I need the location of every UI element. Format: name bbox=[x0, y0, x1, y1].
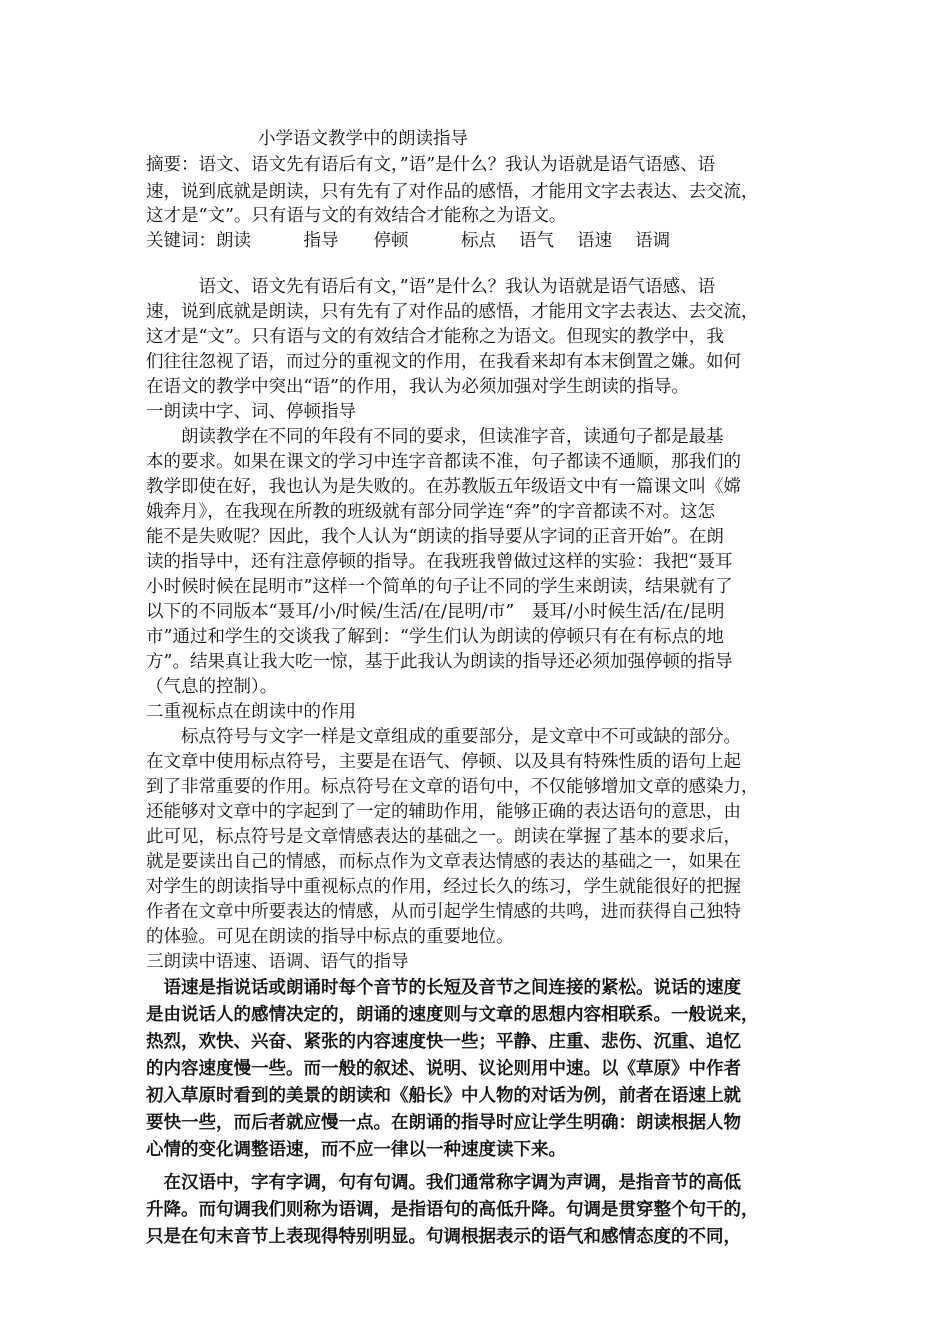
section2-line: 作者在文章中所要表达的情感，从而引起学生情感的共鸣，进而获得自己独特 bbox=[146, 902, 741, 922]
section3-line: 心情的变化调整语速，而不应一律以一种速度读下来。 bbox=[146, 1140, 566, 1160]
section2-line: 到了非常重要的作用。标点符号在文章的语句中，不仅能够增加文章的感染力， bbox=[146, 777, 759, 797]
section1-line: 教学即使在好，我也认为是失败的。在苏教版五年级语文中有一篇课文叫《嫦 bbox=[146, 477, 741, 497]
section3-line: 升降。而句调我们则称为语调，是指语句的高低升降。句调是贯穿整个句干的， bbox=[146, 1200, 759, 1220]
intro-line: 们往往忽视了语，而过分的重视文的作用，在我看来却有本末倒置之嫌。如何 bbox=[146, 352, 741, 372]
section-heading: 一朗读中字、词、停顿指导 bbox=[146, 402, 356, 422]
section1-line: 能不是失败呢？因此，我个人认为“朗读的指导要从字词的正音开始”。在朗 bbox=[146, 527, 724, 547]
section2-line: 对学生的朗读指导中重视标点的作用，经过长久的练习，学生就能很好的把握 bbox=[146, 877, 741, 897]
intro-line: 在语文的教学中突出“语”的作用，我认为必须加强对学生朗读的指导。 bbox=[146, 377, 689, 397]
section2-line: 标点符号与文字一样是文章组成的重要部分，是文章中不可或缺的部分。 bbox=[146, 727, 741, 747]
section-heading: 三朗读中语速、语调、语气的指导 bbox=[146, 952, 409, 972]
section3-line: 只是在句末音节上表现得特别明显。句调根据表示的语气和感情态度的不同， bbox=[146, 1227, 741, 1247]
section2-line: 就是要读出自己的情感，而标点作为文章表达情感的表达的基础之一，如果在 bbox=[146, 852, 741, 872]
section3-line: 的内容速度慢一些。而一般的叙述、说明、议论则用中速。以《草原》中作者 bbox=[146, 1059, 741, 1079]
intro-line: 语文、语文先有语后有文，”语”是什么？我认为语就是语气语感、语 bbox=[146, 277, 716, 297]
section2-line: 在文章中使用标点符号，主要是在语气、停顿、以及具有特殊性质的语句上起 bbox=[146, 752, 741, 772]
section3-line: 热烈，欢快、兴奋、紧张的内容速度快一些；平静、庄重、悲伤、沉重、追忆 bbox=[146, 1032, 741, 1052]
document-title: 小学语文教学中的朗读指导 bbox=[258, 129, 468, 149]
section1-line: 娥奔月》，在我现在所教的班级就有部分同学连“奔”的字音都读不对。这怎 bbox=[146, 502, 716, 522]
keywords-line: 关键词：朗读 指导 停顿 标点 语气 语速 语调 bbox=[146, 231, 671, 251]
abstract-line: 这才是“文”。只有语与文的有效结合才能称之为语文。 bbox=[146, 206, 567, 226]
section-heading: 二重视标点在朗读中的作用 bbox=[146, 702, 356, 722]
section1-line: 以下的不同版本“聂耳/小/时候/生活/在/昆明/市” 聂耳/小时候生活/在/昆明 bbox=[146, 602, 725, 622]
section1-line: 朗读教学在不同的年段有不同的要求，但读准字音，读通句子都是最基 bbox=[146, 427, 724, 447]
section1-line: 方”。结果真让我大吃一惊，基于此我认为朗读的指导还必须加强停顿的指导 bbox=[146, 652, 733, 672]
section3-line: 在汉语中，字有字调，句有句调。我们通常称字调为声调，是指音节的高低 bbox=[146, 1173, 741, 1193]
abstract-line: 摘要：语文、语文先有语后有文，”语”是什么？我认为语就是语气语感、语 bbox=[146, 155, 716, 175]
section1-line: （气息的控制）。 bbox=[146, 677, 278, 697]
section1-line: 读的指导中，还有注意停顿的指导。在我班我曾做过这样的实验：我把“聂耳 bbox=[146, 552, 733, 572]
section3-line: 初入草原时看到的美景的朗读和《船长》中人物的对话为例，前者在语速上就 bbox=[146, 1086, 741, 1106]
section2-line: 的体验。可见在朗读的指导中标点的重要地位。 bbox=[146, 927, 514, 947]
section1-line: 小时候时候在昆明市”这样一个简单的句子让不同的学生来朗读，结果就有了 bbox=[146, 577, 733, 597]
section3-line: 是由说话人的感情决定的，朗诵的速度则与文章的思想内容相联系。一般说来， bbox=[146, 1005, 759, 1025]
section3-line: 要快一些，而后者就应慢一点。在朗诵的指导时应让学生明确：朗读根据人物 bbox=[146, 1113, 741, 1133]
intro-line: 这才是“文”。只有语与文的有效结合才能称之为语文。但现实的教学中，我 bbox=[146, 327, 724, 347]
abstract-line: 速，说到底就是朗读，只有先有了对作品的感悟，才能用文字去表达、去交流， bbox=[146, 182, 759, 202]
section1-line: 市”通过和学生的交谈我了解到：“学生们认为朗读的停顿只有在有标点的地 bbox=[146, 627, 724, 647]
intro-line: 速，说到底就是朗读，只有先有了对作品的感悟，才能用文字去表达、去交流， bbox=[146, 302, 759, 322]
section2-line: 此可见，标点符号是文章情感表达的基础之一。朗读在掌握了基本的要求后， bbox=[146, 827, 741, 847]
section2-line: 还能够对文章中的字起到了一定的辅助作用，能够正确的表达语句的意思，由 bbox=[146, 802, 741, 822]
section3-line: 语速是指说话或朗诵时每个音节的长短及音节之间连接的紧松。说话的速度 bbox=[146, 978, 741, 998]
section1-line: 本的要求。如果在课文的学习中连字音都读不准，句子都读不通顺，那我们的 bbox=[146, 452, 741, 472]
